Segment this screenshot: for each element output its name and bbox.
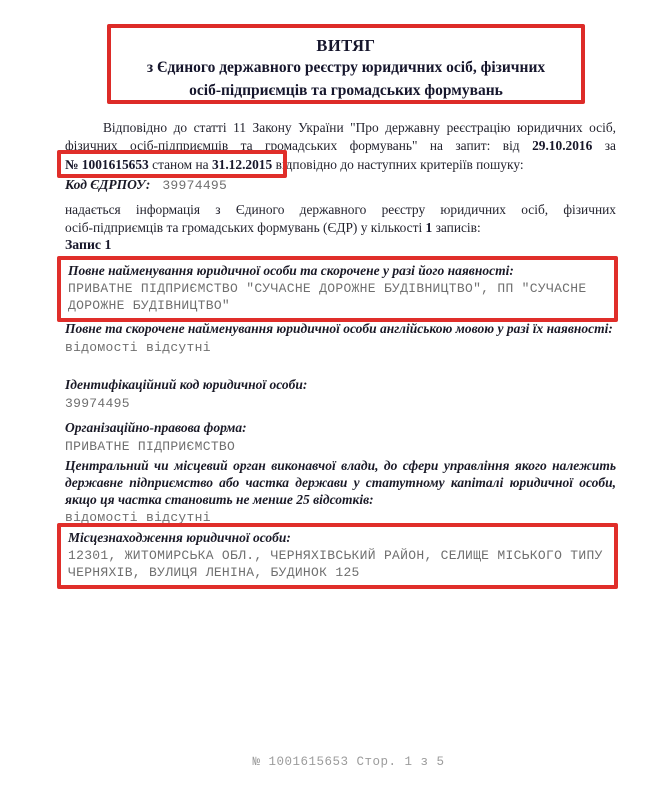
request-date: 29.10.2016 bbox=[532, 138, 593, 154]
document-subtitle-line2: осіб-підприємців та громадських формувань bbox=[189, 82, 503, 99]
record-count: 1 bbox=[425, 220, 433, 236]
field-value-company-name-line1: ПРИВАТНЕ ПІДПРИЄМСТВО "СУЧАСНЕ ДОРОЖНЕ БУДІВНИЦТВО", ПП "СУЧАСНЕ bbox=[68, 281, 587, 296]
intro-line-1: Відповідно до статті 11 Закону України "Про державну реєстрацію юридичних осіб, bbox=[103, 120, 616, 135]
field-id-code bbox=[65, 376, 616, 412]
field-label-central-authority: Центральний чи місцевий орган виконавчої влади, до сфери управління якого належить державне підприємство або частка держави у статутному капіталі юридичної особи, якщо ця частка становить не менше 25 відсотків: bbox=[65, 458, 616, 508]
provision-line2-pre: осіб-підприємців та громадських формувань (ЄДР) у кількості bbox=[65, 220, 423, 236]
field-value-central-authority: відомості відсутні bbox=[65, 509, 211, 525]
field-value-address-line1: 12301, ЖИТОМИРСЬКА ОБЛ., ЧЕРНЯХІВСЬКИЙ РАЙОН, СЕЛИЩЕ МІСЬКОГО ТИПУ bbox=[68, 548, 603, 563]
page-footer: № 1001615653 Стор. 1 з 5 bbox=[252, 755, 445, 769]
intro-line-2 bbox=[65, 137, 616, 155]
field-value-company-name-line2: ДОРОЖНЕ БУДІВНИЦТВО" bbox=[68, 298, 231, 313]
field-label-id-code: Ідентифікаційний код юридичної особи: bbox=[65, 377, 308, 392]
field-label-company-name: Повне найменування юридичної особи та скорочене у разі його наявності: bbox=[68, 263, 514, 278]
highlighted-field-company-name bbox=[57, 256, 618, 322]
field-value-legal-form: ПРИВАТНЕ ПІДПРИЄМСТВО bbox=[65, 438, 236, 454]
provision-paragraph bbox=[65, 201, 616, 238]
intro-paragraph bbox=[65, 119, 616, 174]
as-of-date: 31.12.2015 bbox=[211, 156, 273, 172]
record-heading: Запис 1 bbox=[65, 237, 112, 252]
request-number: № 1001615653 bbox=[65, 156, 149, 172]
field-label-address: Місцезнаходження юридичної особи: bbox=[68, 530, 291, 545]
intro-line-3 bbox=[65, 156, 616, 174]
field-label-legal-form: Організаційно-правова форма: bbox=[65, 420, 247, 435]
field-value-address-line2: ЧЕРНЯХІВ, ВУЛИЦЯ ЛЕНІНА, БУДИНОК 125 bbox=[68, 565, 360, 580]
document-title-box bbox=[107, 24, 585, 104]
document-subtitle-line1: з Єдиного державного реєстру юридичних осіб, фізичних bbox=[146, 59, 546, 76]
document-title: ВИТЯГ bbox=[316, 36, 376, 55]
intro-line2-text: фізичних осіб-підприємців та громадських формувань" на запит: від bbox=[65, 138, 520, 154]
provision-line-1: надається інформація з Єдиного державного реєстру юридичних осіб, фізичних bbox=[65, 202, 616, 217]
field-central-authority bbox=[65, 457, 616, 526]
field-label-english-name: Повне та скорочене найменування юридичної особи англійською мовою у разі їх наявності: bbox=[65, 321, 613, 336]
provision-line2-post: записів: bbox=[435, 220, 481, 236]
edrpou-label: Код ЄДРПОУ: bbox=[65, 177, 151, 192]
intro-line3-tail: відповідно до наступних критеріїв пошуку: bbox=[275, 156, 524, 172]
highlighted-field-address bbox=[57, 523, 618, 589]
field-value-english-name: відомості відсутні bbox=[65, 339, 211, 355]
field-english-name bbox=[65, 320, 616, 356]
field-legal-form bbox=[65, 419, 616, 455]
edrpou-value: 39974495 bbox=[162, 178, 228, 193]
provision-line-2 bbox=[65, 219, 616, 237]
field-value-id-code: 39974495 bbox=[65, 395, 130, 411]
intro-line2-tail: за bbox=[604, 138, 616, 154]
edrpou-line bbox=[65, 177, 616, 193]
intro-line3-mid: станом на bbox=[152, 156, 209, 172]
